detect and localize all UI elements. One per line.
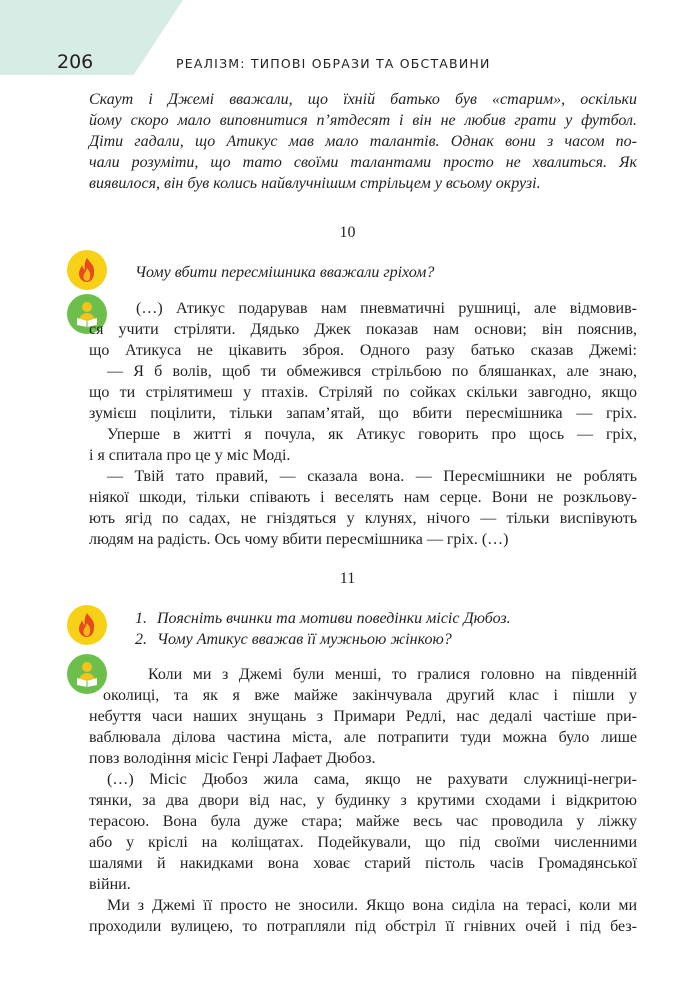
text-line: Коли ми з Джемі були менші, то гралися головно на південній xyxy=(148,666,637,683)
question-number: 1. xyxy=(135,610,147,627)
text-line: околиці, та як я вже майже закінчувала другий клас і пішли у xyxy=(103,687,637,704)
text-line: (…) Місіс Дюбоз жила сама, якщо не рахувати служниці-негри- xyxy=(107,771,637,788)
question-text: Чому Атикус вважав її мужньою жінкою? xyxy=(157,631,452,648)
text-line: ють ягід по садах, не гніздяться у клунях, нічого — тільки виспівують xyxy=(89,510,637,527)
question-list xyxy=(135,608,511,650)
section11-text xyxy=(89,664,637,937)
text-line: тянки, за два двори від нас, у будинку з крутими сходами і відкритою xyxy=(89,792,637,809)
text-line: людям на радість. Ось чому вбити пересмішника — гріх. (…) xyxy=(89,531,509,548)
text-line: — Я б волів, щоб ти обмежився стрільбою по бляшанках, але знаю, xyxy=(107,363,637,380)
text-line: проходили вулицею, то потрапляли під обстріл її гнівних очей і під без- xyxy=(89,918,637,935)
text-line: що Атикуса не цікавить зброя. Одного разу батько сказав Джемі: xyxy=(89,342,637,359)
running-head: РЕАЛІЗМ: ТИПОВІ ОБРАЗИ ТА ОБСТАВИНИ xyxy=(176,56,491,71)
text-line: або у кріслі на коліщатах. Подейкували, що під своїми численними xyxy=(89,834,637,851)
question-text: Поясніть вчинки та мотиви поведінки місіс Дюбоз. xyxy=(157,610,511,627)
text-line: Ми з Джемі її просто не зносили. Якщо вона сиділа на терасі, коли ми xyxy=(107,897,637,914)
text-line: шалями й накидками вона ховає старий пістоль часів Громадянської xyxy=(89,855,637,872)
text-line: війни. xyxy=(89,876,131,893)
question-item xyxy=(135,608,511,629)
text-line: Скаут і Джемі вважали, що їхній батько був «старим», оскільки xyxy=(89,91,637,108)
question-number: 2. xyxy=(135,631,147,648)
text-line: зумієш поцілити, тільки запам’ятай, що вбити пересмішника — гріх. xyxy=(89,405,637,422)
text-line: ніякої шкоди, тільки співають і веселять нам серце. Вони не розкльову- xyxy=(89,489,637,506)
fire-icon xyxy=(67,250,107,290)
text-line: і я спитала про це у міс Моді. xyxy=(89,447,291,464)
text-line: йому скоро мало виповнитися п’ятдесят і він не любив грати у футбол. xyxy=(89,112,637,129)
fire-icon xyxy=(67,605,107,645)
text-line: ся учити стріляти. Дядько Джек показав нам основи; він пояснив, xyxy=(89,321,637,338)
text-line: повз володіння місіс Генрі Лафает Дюбоз. xyxy=(89,750,376,767)
text-line: (…) Атикус подарував нам пневматичні рушниці, але відмовив- xyxy=(136,300,637,317)
text-line: — Твій тато правий, — сказала вона. — Пересмішники не роблять xyxy=(107,468,637,485)
text-line: Уперше в житті я почула, як Атикус говорить про щось — гріх, xyxy=(107,426,637,443)
text-line: Діти гадали, що Атикус мав мало талантів. Однак вони з часом по- xyxy=(89,133,637,150)
page-number: 206 xyxy=(57,51,94,73)
question-item xyxy=(135,629,511,650)
text-line: чали розуміти, що тато своїми талантами просто не хвалиться. Як xyxy=(89,154,637,171)
text-line: ваблювала ділова частина міста, але потрапити туди можна було лише xyxy=(89,729,637,746)
text-line: терасою. Вона була дуже стара; майже весь час проводила у ліжку xyxy=(89,813,637,830)
text-line: небуття часи наших знущань з Примари Редлі, нас дедалі частіше при- xyxy=(89,708,637,725)
text-line: виявилося, він був колись найвлучнішим стрільцем у всьому окрузі. xyxy=(89,175,541,192)
intro-paragraph xyxy=(89,89,637,194)
question-text: Чому вбити пересмішника вважали гріхом? xyxy=(135,264,435,281)
section10-text xyxy=(89,298,637,550)
text-line: що ти стрілятимеш у птахів. Стріляй по сойках скільки завгодно, якщо xyxy=(89,384,637,401)
section-number: 10 xyxy=(339,224,356,241)
section-number: 11 xyxy=(339,570,356,587)
